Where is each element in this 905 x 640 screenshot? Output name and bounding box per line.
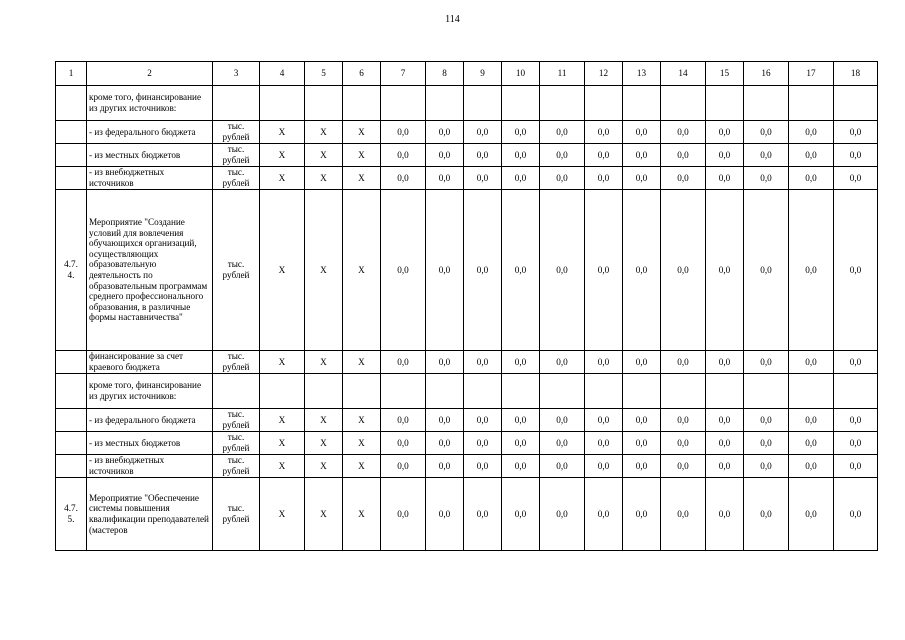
- value-cell: [426, 86, 464, 121]
- value-cell: 0,0: [789, 167, 834, 190]
- budget-table: [55, 61, 878, 551]
- value-cell: 0,0: [661, 121, 706, 144]
- value-cell: 0,0: [381, 409, 426, 432]
- value-cell: 0,0: [623, 351, 661, 374]
- value-cell: 0,0: [464, 167, 502, 190]
- marker-cell: Х: [260, 351, 305, 374]
- value-cell: 0,0: [744, 432, 789, 455]
- description-cell: - из местных бюджетов: [87, 144, 213, 167]
- value-cell: 0,0: [540, 144, 585, 167]
- marker-cell: Х: [305, 351, 343, 374]
- column-header: 8: [426, 62, 464, 86]
- value-cell: 0,0: [585, 455, 623, 478]
- value-cell: [744, 86, 789, 121]
- value-cell: 0,0: [623, 121, 661, 144]
- value-cell: 0,0: [661, 478, 706, 551]
- table-row: [56, 374, 878, 409]
- value-cell: 0,0: [540, 455, 585, 478]
- unit-cell: тыс. рублей: [213, 144, 260, 167]
- value-cell: 0,0: [661, 190, 706, 351]
- value-cell: 0,0: [540, 351, 585, 374]
- row-number-cell: [56, 409, 87, 432]
- table-row: [56, 167, 878, 190]
- value-cell: 0,0: [502, 432, 540, 455]
- value-cell: [464, 374, 502, 409]
- value-cell: [789, 86, 834, 121]
- description-cell: кроме того, финансирование из других источников:: [87, 374, 213, 409]
- column-header: 14: [661, 62, 706, 86]
- value-cell: 0,0: [623, 409, 661, 432]
- marker-cell: Х: [305, 144, 343, 167]
- value-cell: 0,0: [623, 144, 661, 167]
- column-header: 4: [260, 62, 305, 86]
- value-cell: 0,0: [585, 478, 623, 551]
- description-cell: Мероприятие "Обеспечение системы повышения квалификации преподавателей (мастеров: [87, 478, 213, 551]
- value-cell: 0,0: [381, 144, 426, 167]
- value-cell: 0,0: [834, 121, 878, 144]
- value-cell: 0,0: [834, 409, 878, 432]
- column-header: 7: [381, 62, 426, 86]
- table-row: [56, 478, 878, 551]
- value-cell: 0,0: [426, 167, 464, 190]
- value-cell: 0,0: [834, 455, 878, 478]
- value-cell: 0,0: [502, 190, 540, 351]
- row-number-cell: 4.7. 5.: [56, 478, 87, 551]
- table-row: [56, 351, 878, 374]
- value-cell: [464, 86, 502, 121]
- value-cell: [502, 86, 540, 121]
- value-cell: 0,0: [426, 455, 464, 478]
- value-cell: 0,0: [706, 144, 744, 167]
- value-cell: [381, 374, 426, 409]
- value-cell: 0,0: [706, 409, 744, 432]
- value-cell: 0,0: [744, 409, 789, 432]
- value-cell: 0,0: [502, 455, 540, 478]
- value-cell: 0,0: [789, 478, 834, 551]
- table-row: [56, 432, 878, 455]
- table-row: [56, 121, 878, 144]
- column-header: 1: [56, 62, 87, 86]
- value-cell: 0,0: [426, 409, 464, 432]
- marker-cell: Х: [305, 409, 343, 432]
- value-cell: 0,0: [706, 351, 744, 374]
- value-cell: 0,0: [464, 432, 502, 455]
- value-cell: [585, 374, 623, 409]
- value-cell: 0,0: [834, 351, 878, 374]
- value-cell: 0,0: [623, 190, 661, 351]
- marker-cell: Х: [260, 409, 305, 432]
- marker-cell: Х: [260, 190, 305, 351]
- value-cell: 0,0: [381, 432, 426, 455]
- table-row: [56, 409, 878, 432]
- value-cell: [834, 374, 878, 409]
- value-cell: 0,0: [585, 121, 623, 144]
- value-cell: 0,0: [585, 351, 623, 374]
- value-cell: 0,0: [661, 351, 706, 374]
- value-cell: 0,0: [789, 351, 834, 374]
- value-cell: 0,0: [661, 144, 706, 167]
- description-cell: - из федерального бюджета: [87, 409, 213, 432]
- value-cell: 0,0: [426, 144, 464, 167]
- column-header: 3: [213, 62, 260, 86]
- marker-cell: Х: [260, 455, 305, 478]
- description-cell: - из внебюджетных источников: [87, 455, 213, 478]
- value-cell: 0,0: [585, 190, 623, 351]
- unit-cell: [213, 374, 260, 409]
- description-cell: - из федерального бюджета: [87, 121, 213, 144]
- value-cell: 0,0: [502, 121, 540, 144]
- value-cell: 0,0: [661, 409, 706, 432]
- value-cell: 0,0: [502, 409, 540, 432]
- unit-cell: [213, 86, 260, 121]
- value-cell: 0,0: [381, 351, 426, 374]
- value-cell: [426, 374, 464, 409]
- marker-cell: Х: [305, 190, 343, 351]
- value-cell: 0,0: [706, 478, 744, 551]
- marker-cell: Х: [343, 409, 381, 432]
- value-cell: 0,0: [540, 432, 585, 455]
- marker-cell: Х: [260, 144, 305, 167]
- row-number-cell: [56, 121, 87, 144]
- column-header: 11: [540, 62, 585, 86]
- value-cell: 0,0: [789, 190, 834, 351]
- column-header: 6: [343, 62, 381, 86]
- marker-cell: Х: [343, 190, 381, 351]
- marker-cell: Х: [305, 432, 343, 455]
- unit-cell: тыс. рублей: [213, 409, 260, 432]
- value-cell: 0,0: [464, 190, 502, 351]
- row-number-cell: 4.7. 4.: [56, 190, 87, 351]
- value-cell: 0,0: [789, 121, 834, 144]
- value-cell: 0,0: [623, 167, 661, 190]
- marker-cell: Х: [305, 121, 343, 144]
- row-number-cell: [56, 351, 87, 374]
- value-cell: 0,0: [789, 144, 834, 167]
- marker-cell: Х: [343, 455, 381, 478]
- unit-cell: тыс. рублей: [213, 351, 260, 374]
- value-cell: 0,0: [540, 478, 585, 551]
- value-cell: 0,0: [623, 478, 661, 551]
- marker-cell: Х: [260, 478, 305, 551]
- table-row: [56, 455, 878, 478]
- unit-cell: тыс. рублей: [213, 190, 260, 351]
- value-cell: 0,0: [706, 432, 744, 455]
- value-cell: 0,0: [789, 409, 834, 432]
- column-header: 17: [789, 62, 834, 86]
- marker-cell: Х: [305, 167, 343, 190]
- value-cell: 0,0: [540, 167, 585, 190]
- value-cell: 0,0: [834, 144, 878, 167]
- value-cell: 0,0: [789, 455, 834, 478]
- row-number-cell: [56, 455, 87, 478]
- column-header: 9: [464, 62, 502, 86]
- value-cell: 0,0: [540, 190, 585, 351]
- value-cell: 0,0: [661, 432, 706, 455]
- unit-cell: тыс. рублей: [213, 432, 260, 455]
- value-cell: 0,0: [834, 432, 878, 455]
- row-number-cell: [56, 144, 87, 167]
- value-cell: [585, 86, 623, 121]
- row-number-cell: [56, 432, 87, 455]
- row-number-cell: [56, 374, 87, 409]
- value-cell: [661, 374, 706, 409]
- row-number-cell: [56, 86, 87, 121]
- value-cell: 0,0: [381, 478, 426, 551]
- value-cell: 0,0: [381, 121, 426, 144]
- unit-cell: тыс. рублей: [213, 167, 260, 190]
- marker-cell: Х: [343, 478, 381, 551]
- marker-cell: Х: [260, 167, 305, 190]
- column-header: 13: [623, 62, 661, 86]
- value-cell: 0,0: [464, 351, 502, 374]
- value-cell: 0,0: [623, 432, 661, 455]
- unit-cell: тыс. рублей: [213, 121, 260, 144]
- value-cell: 0,0: [744, 351, 789, 374]
- value-cell: 0,0: [585, 409, 623, 432]
- marker-cell: Х: [260, 121, 305, 144]
- marker-cell: [305, 374, 343, 409]
- table-row: [56, 144, 878, 167]
- marker-cell: Х: [343, 144, 381, 167]
- value-cell: 0,0: [661, 167, 706, 190]
- header-row: [56, 62, 878, 86]
- value-cell: 0,0: [744, 121, 789, 144]
- value-cell: [623, 374, 661, 409]
- marker-cell: Х: [305, 478, 343, 551]
- marker-cell: [260, 374, 305, 409]
- marker-cell: [343, 86, 381, 121]
- value-cell: [789, 374, 834, 409]
- table-row: [56, 86, 878, 121]
- value-cell: 0,0: [464, 121, 502, 144]
- description-cell: финансирование за счет краевого бюджета: [87, 351, 213, 374]
- value-cell: 0,0: [623, 455, 661, 478]
- table-row: [56, 190, 878, 351]
- value-cell: 0,0: [502, 167, 540, 190]
- value-cell: 0,0: [381, 190, 426, 351]
- marker-cell: Х: [343, 351, 381, 374]
- value-cell: 0,0: [464, 478, 502, 551]
- value-cell: 0,0: [426, 121, 464, 144]
- marker-cell: Х: [343, 121, 381, 144]
- description-cell: Мероприятие "Создание условий для вовлечения обучающихся организаций, осуществляющих образовательную деятельность по образовательным программам среднего профессионального образования, в различные формы наставничества": [87, 190, 213, 351]
- value-cell: 0,0: [464, 455, 502, 478]
- value-cell: [661, 86, 706, 121]
- value-cell: 0,0: [540, 121, 585, 144]
- column-header: 5: [305, 62, 343, 86]
- value-cell: [381, 86, 426, 121]
- value-cell: 0,0: [744, 455, 789, 478]
- unit-cell: тыс. рублей: [213, 455, 260, 478]
- value-cell: 0,0: [744, 144, 789, 167]
- column-header: 12: [585, 62, 623, 86]
- value-cell: 0,0: [706, 121, 744, 144]
- row-number-cell: [56, 167, 87, 190]
- marker-cell: Х: [260, 432, 305, 455]
- marker-cell: Х: [305, 455, 343, 478]
- value-cell: 0,0: [585, 167, 623, 190]
- value-cell: [706, 374, 744, 409]
- table-body: [56, 86, 878, 551]
- value-cell: 0,0: [834, 167, 878, 190]
- value-cell: 0,0: [834, 190, 878, 351]
- marker-cell: Х: [343, 432, 381, 455]
- description-cell: кроме того, финансирование из других источников:: [87, 86, 213, 121]
- value-cell: [706, 86, 744, 121]
- value-cell: 0,0: [706, 455, 744, 478]
- value-cell: 0,0: [464, 144, 502, 167]
- value-cell: [744, 374, 789, 409]
- column-header: 18: [834, 62, 878, 86]
- value-cell: [623, 86, 661, 121]
- value-cell: [540, 374, 585, 409]
- value-cell: 0,0: [426, 190, 464, 351]
- description-cell: - из местных бюджетов: [87, 432, 213, 455]
- marker-cell: Х: [343, 167, 381, 190]
- marker-cell: [260, 86, 305, 121]
- value-cell: [540, 86, 585, 121]
- value-cell: [502, 374, 540, 409]
- value-cell: 0,0: [744, 478, 789, 551]
- value-cell: 0,0: [661, 455, 706, 478]
- value-cell: 0,0: [834, 478, 878, 551]
- value-cell: 0,0: [585, 432, 623, 455]
- column-header: 16: [744, 62, 789, 86]
- column-header: 2: [87, 62, 213, 86]
- value-cell: 0,0: [540, 409, 585, 432]
- value-cell: 0,0: [502, 144, 540, 167]
- marker-cell: [305, 86, 343, 121]
- unit-cell: тыс. рублей: [213, 478, 260, 551]
- marker-cell: [343, 374, 381, 409]
- value-cell: 0,0: [426, 351, 464, 374]
- value-cell: 0,0: [381, 167, 426, 190]
- value-cell: 0,0: [585, 144, 623, 167]
- value-cell: 0,0: [502, 478, 540, 551]
- value-cell: 0,0: [706, 190, 744, 351]
- value-cell: 0,0: [464, 409, 502, 432]
- column-header: 10: [502, 62, 540, 86]
- value-cell: 0,0: [744, 190, 789, 351]
- column-header: 15: [706, 62, 744, 86]
- value-cell: 0,0: [426, 478, 464, 551]
- value-cell: 0,0: [744, 167, 789, 190]
- value-cell: 0,0: [426, 432, 464, 455]
- value-cell: 0,0: [789, 432, 834, 455]
- value-cell: 0,0: [502, 351, 540, 374]
- description-cell: - из внебюджетных источников: [87, 167, 213, 190]
- value-cell: [834, 86, 878, 121]
- value-cell: 0,0: [381, 455, 426, 478]
- page-number: 114: [445, 14, 460, 25]
- value-cell: 0,0: [706, 167, 744, 190]
